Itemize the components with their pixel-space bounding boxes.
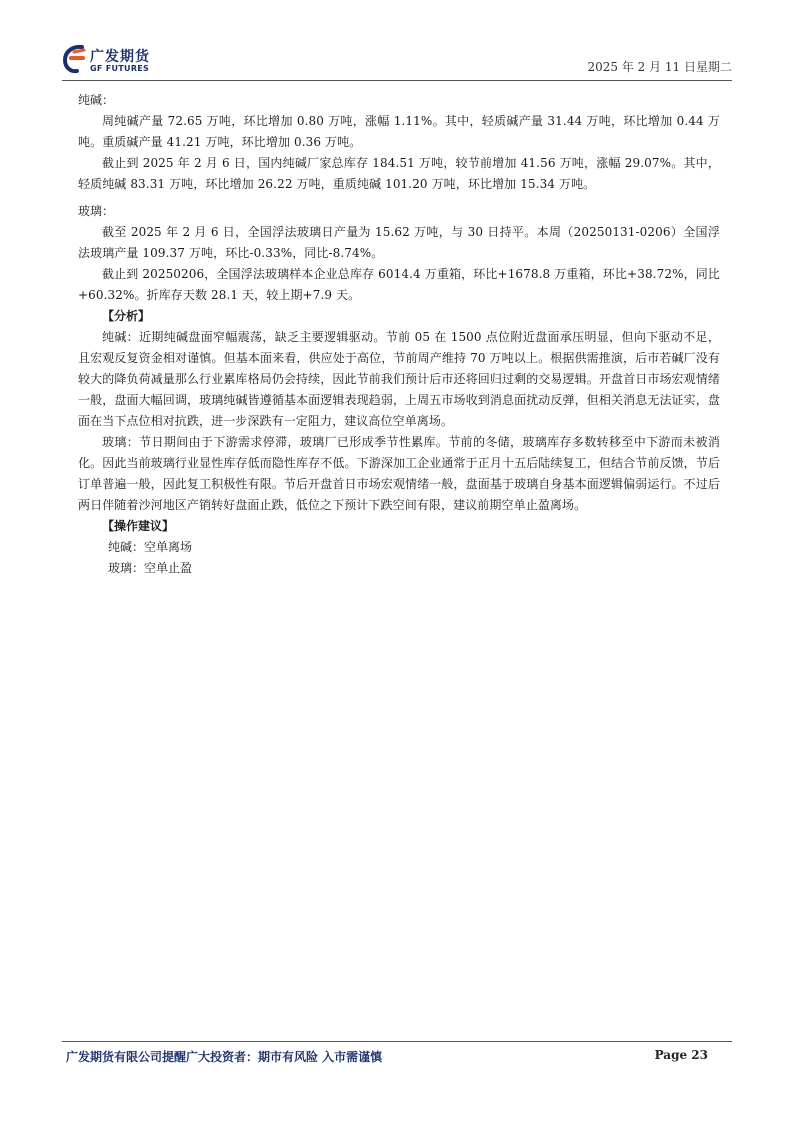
header-divider (62, 80, 732, 81)
logo-cn-text: 广发期货 (90, 49, 150, 65)
analysis-heading: 【分析】 (102, 309, 151, 323)
soda-production-paragraph: 周纯碱产量 72.65 万吨，环比增加 0.80 万吨，涨幅 1.11%。其中，轻质碱产量 31.44 万吨，环比增加 0.44 万吨。重质碱产量 41.21 万吨，环比增加 0.36 万吨。 (78, 114, 720, 149)
page-number: Page 23 (654, 1048, 708, 1062)
glass-production-paragraph: 截至 2025 年 2 月 6 日，全国浮法玻璃日产量为 15.62 万吨，与 30 日持平。本周（20250131-0206）全国浮法玻璃产量 109.37 万吨，环比-0.33%，同比-8.74%。 (78, 225, 720, 260)
report-body (78, 90, 720, 579)
gf-logo-icon (62, 44, 86, 74)
analysis-glass-paragraph: 玻璃：节日期间由于下游需求停滞，玻璃厂已形成季节性累库。节前的冬储，玻璃库存多数转移至中下游而未被消化。因此当前玻璃行业显性库存低而隐性库存不低。下游深加工企业通常于正月十五后陆续复工，但结合节前反馈，节后订单普遍一般，因此复工积极性有限。节后开盘首日市场宏观情绪一般，盘面基于玻璃自身基本面逻辑偏弱运行。不过后两日伴随着沙河地区产销转好盘面止跌，低位之下预计下跌空间有限，建议前期空单止盈离场。 (78, 435, 720, 512)
advice-heading: 【操作建议】 (102, 519, 175, 533)
advice-glass: 玻璃：空单止盈 (108, 561, 193, 575)
soda-section-title: 纯碱： (78, 93, 115, 107)
soda-inventory-paragraph: 截止到 2025 年 2 月 6 日，国内纯碱厂家总库存 184.51 万吨，较节前增加 41.56 万吨，涨幅 29.07%。其中，轻质纯碱 83.31 万吨，环比增加 26.22 万吨，重质纯碱 101.20 万吨，环比增加 15.34 万吨。 (78, 156, 720, 191)
glass-inventory-paragraph: 截止到 20250206，全国浮法玻璃样本企业总库存 6014.4 万重箱，环比+1678.8 万重箱，环比+38.72%，同比+60.32%。折库存天数 28.1 天，较上期+7.9 天。 (78, 267, 720, 302)
footer-disclaimer: 广发期货有限公司提醒广大投资者：期市有风险 入市需谨慎 (66, 1050, 383, 1064)
company-logo (62, 44, 162, 76)
footer-divider (62, 1041, 732, 1042)
glass-section-title: 玻璃： (78, 204, 115, 218)
logo-en-text: GF FUTURES (90, 64, 150, 73)
page-header (0, 0, 794, 86)
advice-soda: 纯碱：空单离场 (108, 540, 193, 554)
analysis-soda-paragraph: 纯碱：近期纯碱盘面窄幅震荡，缺乏主要逻辑驱动。节前 05 在 1500 点位附近盘面承压明显，但向下驱动不足，且宏观反复资金相对谨慎。但基本面来看，供应处于高位，节前周产维持 70 万吨以上。根据供需推演，后市若碱厂没有较大的降负荷减量那么行业累库格局仍会持续，因此节前我们预计后市还将回归过剩的交易逻辑。开盘首日市场宏观情绪一般，盘面大幅回调，玻璃纯碱皆遵循基本面逻辑表现趋弱，上周五市场收到消息面扰动反弹，但相关消息无法证实，盘面在当下点位相对抗跌，进一步深跌有一定阻力，建议高位空单离场。 (78, 330, 720, 428)
report-date: 2025 年 2 月 11 日星期二 (587, 60, 732, 74)
